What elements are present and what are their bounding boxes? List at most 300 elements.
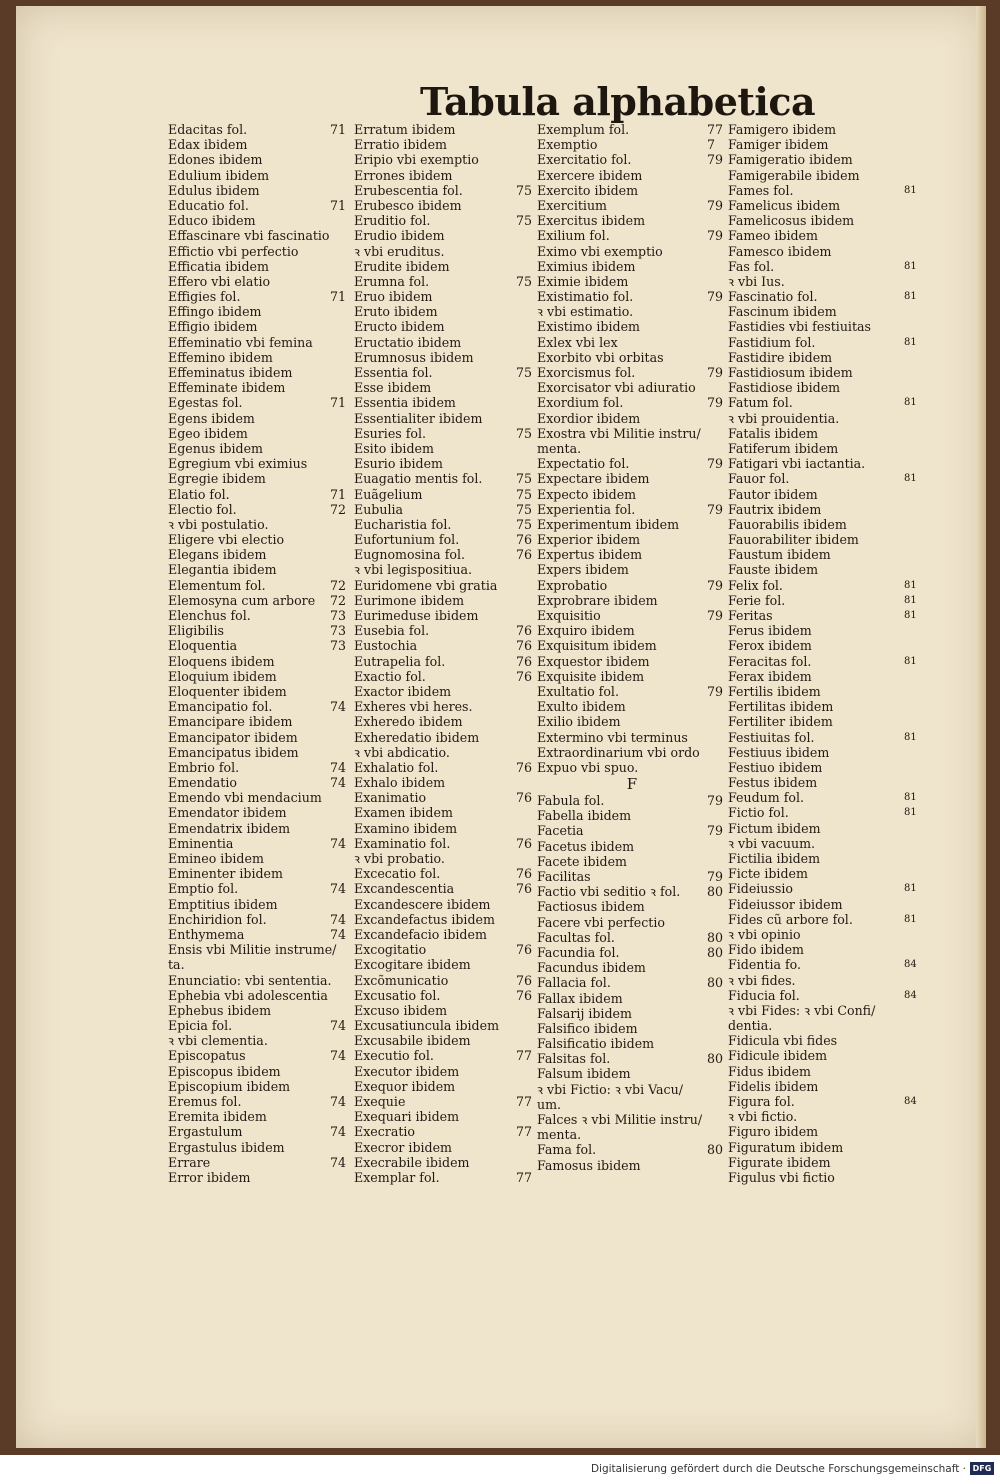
entry-term: Eligere vbi electio (168, 532, 285, 548)
entry-folio: 75 (516, 516, 533, 532)
index-entry (728, 562, 928, 577)
entry-folio: 81 (904, 913, 917, 925)
entry-term: Eligibilis (168, 623, 224, 639)
entry-term: Fatalis ibidem (728, 425, 819, 441)
index-entry (354, 137, 544, 152)
entry-folio: 81 (904, 807, 917, 819)
index-entry (354, 335, 544, 350)
entry-term: Exquestor ibidem (537, 653, 650, 669)
entry-term: Figuro ibidem (728, 1124, 819, 1140)
entry-term: Eubulia (354, 501, 404, 517)
index-entry (354, 957, 544, 972)
entry-term: Executor ibidem (354, 1063, 460, 1079)
index-entry (728, 684, 928, 699)
entry-term: Fauorabiliter ibidem (728, 532, 859, 548)
entry-term: Educatio fol. (168, 197, 249, 213)
entry-term: Fastidire ibidem (728, 349, 833, 365)
index-entry (728, 152, 928, 167)
index-entry (537, 638, 727, 653)
index-entry (537, 991, 727, 1006)
entry-folio: 74 (330, 926, 347, 942)
index-entry (168, 259, 343, 274)
index-entry (354, 684, 544, 699)
entry-term: Famigero ibidem (728, 122, 837, 137)
entry-term: Ficte ibidem (728, 866, 808, 882)
index-entry (537, 869, 727, 884)
entry-term: Eugnomosina fol. (354, 547, 465, 563)
entry-term: Erubesco ibidem (354, 197, 462, 213)
entry-term: Effigio ibidem (168, 319, 258, 335)
index-entry (354, 532, 544, 547)
index-entry (728, 228, 928, 243)
index-entry (168, 881, 347, 897)
entry-folio: 80 (707, 1051, 724, 1067)
entry-term: Excecatio fol. (354, 866, 441, 882)
index-entry (168, 1018, 347, 1034)
entry-term: Eruditio fol. (354, 213, 431, 229)
entry-folio: 79 (707, 683, 724, 699)
index-entry (168, 790, 343, 805)
entry-term: Fictilia ibidem (728, 851, 821, 866)
index-entry (354, 456, 544, 471)
entry-folio: 76 (516, 881, 533, 897)
index-entry (537, 350, 727, 365)
index-entry (537, 1021, 727, 1036)
index-entry (728, 775, 928, 790)
entry-term: Exulto ibidem (537, 699, 626, 715)
index-entry (728, 487, 928, 502)
entry-term: Exanimatio (354, 790, 427, 806)
entry-term: Effeminatio vbi femina (168, 334, 313, 350)
index-entry (168, 592, 347, 608)
entry-term: ꝛ vbi vacuum. (728, 835, 816, 851)
index-entry (728, 912, 928, 927)
entry-folio: 76 (516, 987, 533, 1003)
index-entry (728, 532, 928, 547)
index-entry (537, 793, 727, 808)
entry-term: Eruto ibidem (354, 304, 438, 320)
entry-folio: 71 (330, 122, 347, 137)
index-column-2 (354, 122, 544, 1185)
index-entry (354, 1033, 544, 1048)
entry-term: Facetus ibidem (537, 838, 635, 854)
entry-folio: 76 (516, 866, 533, 882)
entry-term: Ephebus ibidem (168, 1002, 272, 1018)
entry-folio: 74 (330, 775, 347, 791)
entry-term: Excõmunicatio (354, 972, 449, 988)
entry-term: Eminenter ibidem (168, 866, 283, 882)
index-entry (537, 593, 727, 608)
entry-term: Fallax ibidem (537, 990, 623, 1006)
entry-term: Eusebia fol. (354, 623, 430, 639)
entry-term: Fictio fol. (728, 805, 789, 821)
entry-term: Falsitas fol. (537, 1051, 611, 1067)
entry-term: Egeo ibidem (168, 425, 248, 441)
entry-folio: 75 (516, 471, 533, 487)
entry-term: Fidicula vbi fides (728, 1033, 838, 1049)
entry-term: Esito ibidem (354, 440, 434, 456)
index-entry (354, 1155, 544, 1170)
index-entry (168, 730, 343, 745)
entry-folio: 79 (707, 152, 724, 168)
entry-term: Examino ibidem (354, 820, 458, 836)
entry-term: Egestas fol. (168, 395, 243, 411)
index-entry (537, 456, 727, 471)
index-entry (728, 547, 928, 562)
entry-term: Falces ꝛ vbi Militie instru/ (537, 1112, 703, 1127)
entry-folio: 74 (330, 699, 347, 715)
entry-term: Fides cũ arbore fol. (728, 911, 853, 927)
entry-term: Fas fol. (728, 258, 775, 274)
index-entry (168, 122, 347, 137)
index-entry (168, 244, 343, 259)
index-entry (168, 532, 343, 547)
index-entry (537, 395, 727, 410)
index-entry (354, 699, 544, 714)
entry-term: Effascinare vbi fascinatio (168, 228, 330, 244)
entry-folio: 80 (707, 975, 724, 991)
index-entry (537, 1066, 727, 1081)
entry-folio: 72 (330, 592, 347, 608)
entry-folio: 84 (904, 1096, 917, 1107)
index-entry (354, 851, 544, 866)
entry-term: Famelicosus ibidem (728, 213, 855, 229)
entry-folio: 79 (707, 869, 724, 884)
index-entry (354, 927, 544, 942)
index-entry (168, 335, 343, 350)
index-entry (168, 319, 343, 334)
entry-term: Elenchus fol. (168, 608, 251, 623)
entry-term: Edax ibidem (168, 137, 248, 153)
entry-folio: 80 (707, 929, 724, 945)
entry-term: Falsum ibidem (537, 1066, 631, 1082)
index-entry (728, 1170, 928, 1185)
entry-term: Esuries fol. (354, 425, 427, 441)
entry-term: Fidentia fo. (728, 957, 802, 973)
entry-folio: 79 (707, 395, 724, 411)
entry-term: Erumnosus ibidem (354, 349, 474, 365)
entry-term: Elegantia ibidem (168, 562, 277, 578)
entry-folio: 79 (707, 823, 724, 839)
index-entry (168, 911, 347, 927)
entry-term: Fideiussio (728, 881, 793, 897)
index-entry (354, 1048, 544, 1063)
entry-folio: 84 (904, 959, 917, 971)
entry-term: ꝛ vbi Fides: ꝛ vbi Confi/ (728, 1002, 876, 1018)
entry-term: Emendo vbi mendacium (168, 790, 322, 806)
entry-term: Exorcismus fol. (537, 365, 636, 380)
index-entry (537, 699, 727, 714)
entry-term: Ferax ibidem (728, 668, 812, 684)
entry-term: Eructo ibidem (354, 319, 445, 335)
entry-term: Episcopatus (168, 1048, 246, 1064)
entry-term: Eruo ibidem (354, 289, 433, 305)
index-entry (728, 319, 928, 334)
entry-folio: 76 (516, 547, 533, 563)
entry-term: Excusatiuncula ibidem (354, 1018, 500, 1034)
entry-term: Fames fol. (728, 182, 794, 198)
entry-term: Erratio ibidem (354, 137, 447, 153)
index-entry (537, 502, 727, 517)
index-entry (728, 1064, 928, 1079)
entry-folio: 77 (707, 122, 724, 137)
index-entry (354, 730, 544, 745)
entry-term: Excusabile ibidem (354, 1033, 471, 1049)
index-column-1 (168, 122, 347, 1185)
entry-term: Exequor ibidem (354, 1078, 456, 1094)
index-entry (354, 244, 544, 259)
entry-term: Felix fol. (728, 577, 783, 593)
entry-term: Excandescere ibidem (354, 896, 491, 912)
entry-folio: 74 (330, 881, 347, 897)
entry-term: Egens ibidem (168, 410, 255, 426)
index-entry (728, 1033, 928, 1048)
entry-term: Eutrapelia fol. (354, 653, 446, 669)
index-entry (168, 835, 347, 851)
entry-term: Emancipatus ibidem (168, 744, 299, 760)
entry-term: Executio fol. (354, 1048, 434, 1064)
entry-term: ꝛ vbi abdicatio. (354, 744, 450, 760)
entry-folio: 81 (904, 655, 917, 667)
entry-folio: 81 (904, 731, 917, 743)
index-entry (168, 714, 343, 729)
index-entry (354, 471, 544, 486)
entry-folio: 79 (707, 365, 724, 380)
entry-term: Enunciatio: vbi sententia. (168, 972, 332, 988)
entry-term: Examinatio fol. (354, 835, 451, 851)
entry-term: Existimo ibidem (537, 319, 640, 335)
page-heading: Tabula alphabetica (420, 79, 816, 124)
entry-term: Fertilitas ibidem (728, 699, 834, 715)
entry-term: Expuo vbi spuo. (537, 759, 639, 775)
index-entry (168, 289, 347, 305)
entry-term: Eripio vbi exemptio (354, 152, 479, 168)
index-entry (537, 684, 727, 699)
index-entry (168, 851, 343, 866)
index-entry (354, 1003, 544, 1018)
index-entry (168, 213, 343, 228)
index-entry (168, 866, 343, 881)
entry-folio: 75 (516, 182, 533, 198)
index-entry (354, 259, 544, 274)
index-entry (537, 854, 727, 869)
index-entry (354, 790, 544, 805)
index-entry (168, 821, 343, 836)
index-entry (168, 805, 343, 820)
entry-term: Facultas fol. (537, 929, 615, 945)
index-entry (168, 699, 347, 715)
index-entry (354, 775, 544, 790)
index-entry (354, 1124, 544, 1139)
entry-term: Ergastulum (168, 1124, 243, 1140)
index-entry (537, 562, 727, 577)
entry-folio: 72 (330, 501, 347, 517)
index-entry (354, 228, 544, 243)
digitization-footer (0, 1455, 1000, 1484)
index-entry (728, 198, 928, 213)
entry-term: Exactor ibidem (354, 683, 452, 699)
dfg-logo: DFG (970, 1462, 994, 1475)
entry-folio: 84 (904, 989, 917, 1001)
index-entry (728, 1109, 928, 1124)
index-entry (728, 669, 928, 684)
index-entry (168, 638, 347, 654)
entry-term: Extraordinarium vbi ordo (537, 744, 700, 760)
entry-term: Essentia ibidem (354, 395, 456, 411)
index-entry (537, 1127, 727, 1142)
entry-term: Excandescentia (354, 881, 455, 897)
index-entry (168, 745, 343, 760)
entry-term: ꝛ vbi postulatio. (168, 516, 269, 532)
entry-folio: 79 (707, 289, 724, 305)
index-entry (354, 319, 544, 334)
entry-term: Educo ibidem (168, 213, 256, 229)
index-column-4 (728, 122, 928, 1185)
entry-term: Fideiussor ibidem (728, 896, 843, 912)
entry-term: Exorbito vbi orbitas (537, 349, 664, 365)
footer-credit: Digitalisierung gefördert durch die Deutsche Forschungsgemeinschaft · (590, 1463, 966, 1475)
entry-term: Ephebia vbi adolescentia (168, 987, 328, 1003)
index-entry (354, 973, 544, 988)
entry-term: Figurate ibidem (728, 1154, 831, 1170)
index-entry (537, 839, 727, 854)
entry-term: Enthymema (168, 926, 245, 942)
entry-term: Edacitas fol. (168, 122, 248, 137)
entry-term: Eufortunium fol. (354, 532, 460, 548)
index-entry (728, 380, 928, 395)
entry-term: Expectatio fol. (537, 456, 630, 472)
entry-folio: 81 (904, 579, 917, 591)
entry-term: Fameo ibidem (728, 228, 818, 244)
index-entry (354, 547, 544, 562)
entry-term: Fauor fol. (728, 471, 790, 487)
index-entry (168, 1124, 347, 1140)
index-entry (354, 988, 544, 1003)
entry-term: Exquisite ibidem (537, 668, 645, 684)
index-entry (354, 168, 544, 183)
index-entry (168, 775, 347, 791)
index-entry (168, 926, 347, 942)
entry-term: Execrabile ibidem (354, 1154, 470, 1170)
entry-term: Exquisitum ibidem (537, 638, 657, 654)
index-entry (168, 759, 347, 775)
entry-term: Esse ibidem (354, 380, 432, 396)
index-entry (354, 426, 544, 441)
entry-term: ꝛ vbi legispositiua. (354, 562, 473, 578)
entry-term: Ferox ibidem (728, 638, 812, 654)
entry-term: Famigeratio ibidem (728, 152, 853, 168)
index-entry (537, 244, 727, 259)
entry-term: Fama fol. (537, 1142, 597, 1158)
index-entry (537, 122, 727, 137)
entry-term: Famigerabile ibidem (728, 167, 860, 183)
entry-term: dentia. (728, 1018, 773, 1034)
index-entry (537, 228, 727, 243)
entry-term: Episcopium ibidem (168, 1078, 291, 1094)
entry-term: Figulus vbi fictio (728, 1169, 835, 1185)
index-entry (354, 912, 544, 927)
entry-term: ꝛ vbi fictio. (728, 1109, 798, 1125)
entry-term: Edulium ibidem (168, 167, 270, 183)
entry-folio: 77 (516, 1048, 533, 1064)
entry-term: Feudum fol. (728, 790, 805, 806)
entry-folio: 81 (904, 336, 917, 348)
entry-term: Excusatio fol. (354, 987, 441, 1003)
index-entry (728, 805, 928, 820)
index-entry (728, 304, 928, 319)
entry-term: Esurio ibidem (354, 456, 443, 472)
entry-term: Fascinum ibidem (728, 304, 837, 320)
entry-term: Emineo ibidem (168, 851, 264, 866)
index-entry (168, 426, 343, 441)
index-entry (168, 1140, 343, 1155)
entry-term: Experientia fol. (537, 501, 636, 517)
entry-term: Fidus ibidem (728, 1063, 811, 1079)
entry-folio: 80 (707, 944, 724, 960)
index-entry (537, 608, 727, 623)
index-entry (728, 699, 928, 714)
entry-folio: 7 (707, 137, 716, 153)
index-entry (728, 988, 928, 1003)
entry-folio: 75 (516, 365, 533, 380)
index-entry (354, 274, 544, 289)
entry-folio: 80 (707, 1142, 724, 1158)
entry-folio: 76 (516, 942, 533, 958)
index-entry (728, 881, 928, 896)
index-entry (168, 684, 343, 699)
index-entry (354, 714, 544, 729)
entry-term: Exquiro ibidem (537, 623, 635, 639)
index-entry (537, 532, 727, 547)
index-entry (728, 730, 928, 745)
entry-term: Fautor ibidem (728, 486, 818, 502)
entry-folio: 76 (516, 835, 533, 851)
index-entry (168, 577, 347, 593)
entry-term: Euridomene vbi gratia (354, 577, 498, 593)
entry-folio: 79 (707, 501, 724, 517)
section-letter: F (626, 775, 638, 794)
index-entry (168, 228, 343, 243)
entry-term: Errones ibidem (354, 167, 453, 183)
index-entry (537, 1036, 727, 1051)
index-entry (168, 654, 343, 669)
index-entry (728, 760, 928, 775)
index-entry (354, 502, 544, 517)
entry-term: Exercito ibidem (537, 182, 639, 198)
entry-term: Effero vbi elatio (168, 273, 271, 289)
index-entry (537, 1112, 727, 1127)
entry-term: Facete ibidem (537, 853, 627, 869)
entry-term: Exequie (354, 1094, 406, 1109)
index-entry (728, 623, 928, 638)
entry-term: Exercitus ibidem (537, 213, 646, 229)
entry-term: Facundus ibidem (537, 960, 646, 976)
index-entry (354, 623, 544, 638)
entry-term: Exercere ibidem (537, 167, 643, 183)
entry-term: Fatum fol. (728, 395, 793, 411)
index-entry (537, 289, 727, 304)
index-entry (168, 274, 343, 289)
index-entry (537, 945, 727, 960)
index-entry (354, 487, 544, 502)
entry-folio: 79 (707, 608, 724, 623)
index-entry (728, 714, 928, 729)
entry-term: Emptio fol. (168, 881, 239, 897)
entry-term: Fidelis ibidem (728, 1078, 819, 1094)
entry-term: Euãgelium (354, 486, 423, 502)
entry-term: Edulus ibidem (168, 182, 260, 198)
entry-folio: 74 (330, 1154, 347, 1170)
